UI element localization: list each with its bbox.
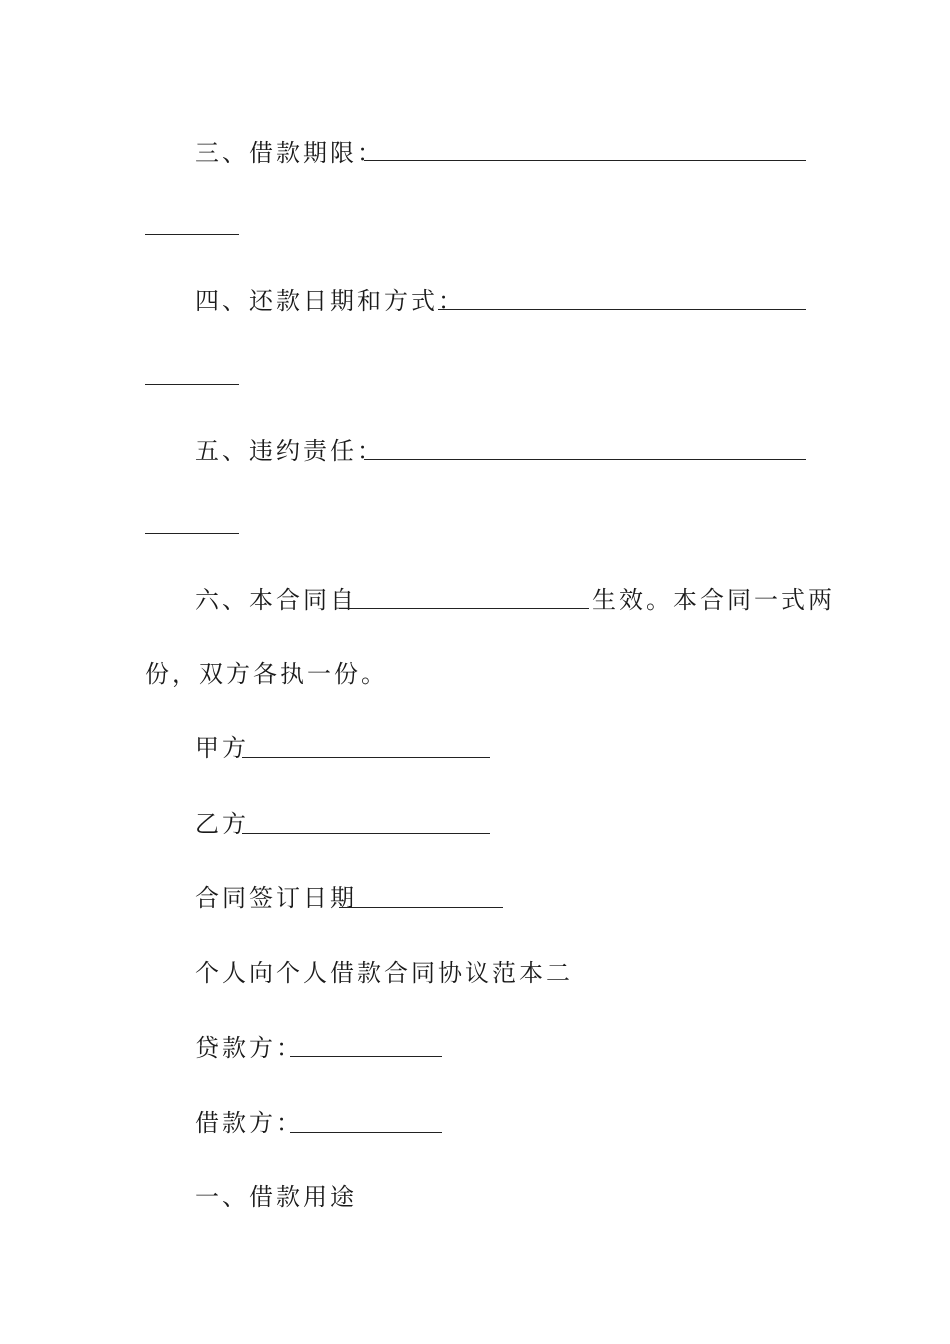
clause-6-mid: 生效。本合同一式两 bbox=[592, 586, 835, 614]
clause-6-date-blank bbox=[339, 608, 589, 609]
lender-blank bbox=[290, 1056, 442, 1057]
borrower-label: 借款方： bbox=[195, 1109, 303, 1137]
sign-date-label: 合同签订日期 bbox=[195, 884, 357, 912]
clause-4-blank-continuation bbox=[145, 384, 239, 385]
clause-5-blank-line bbox=[364, 459, 806, 460]
clause-4-blank-line bbox=[438, 309, 806, 310]
template-title: 个人向个人借款合同协议范本二 bbox=[195, 959, 573, 987]
party-a-label: 甲方 bbox=[195, 734, 249, 762]
clause-6-start: 六、本合同自 bbox=[195, 586, 357, 614]
party-b-blank bbox=[242, 833, 490, 834]
party-b-label: 乙方 bbox=[195, 810, 249, 838]
borrower-blank bbox=[290, 1132, 442, 1133]
section-1-heading: 一、借款用途 bbox=[195, 1183, 357, 1211]
party-a-blank bbox=[242, 757, 490, 758]
clause-3-label: 三、借款期限： bbox=[195, 139, 384, 167]
clause-5-label: 五、违约责任： bbox=[195, 437, 384, 465]
clause-3-blank-line bbox=[364, 160, 806, 161]
clause-5-blank-continuation bbox=[145, 533, 239, 534]
clause-6-end: 份，双方各执一份。 bbox=[145, 660, 388, 688]
sign-date-blank bbox=[339, 907, 503, 908]
lender-label: 贷款方： bbox=[195, 1034, 303, 1062]
clause-4-label: 四、还款日期和方式： bbox=[195, 287, 465, 315]
clause-3-blank-continuation bbox=[145, 234, 239, 235]
